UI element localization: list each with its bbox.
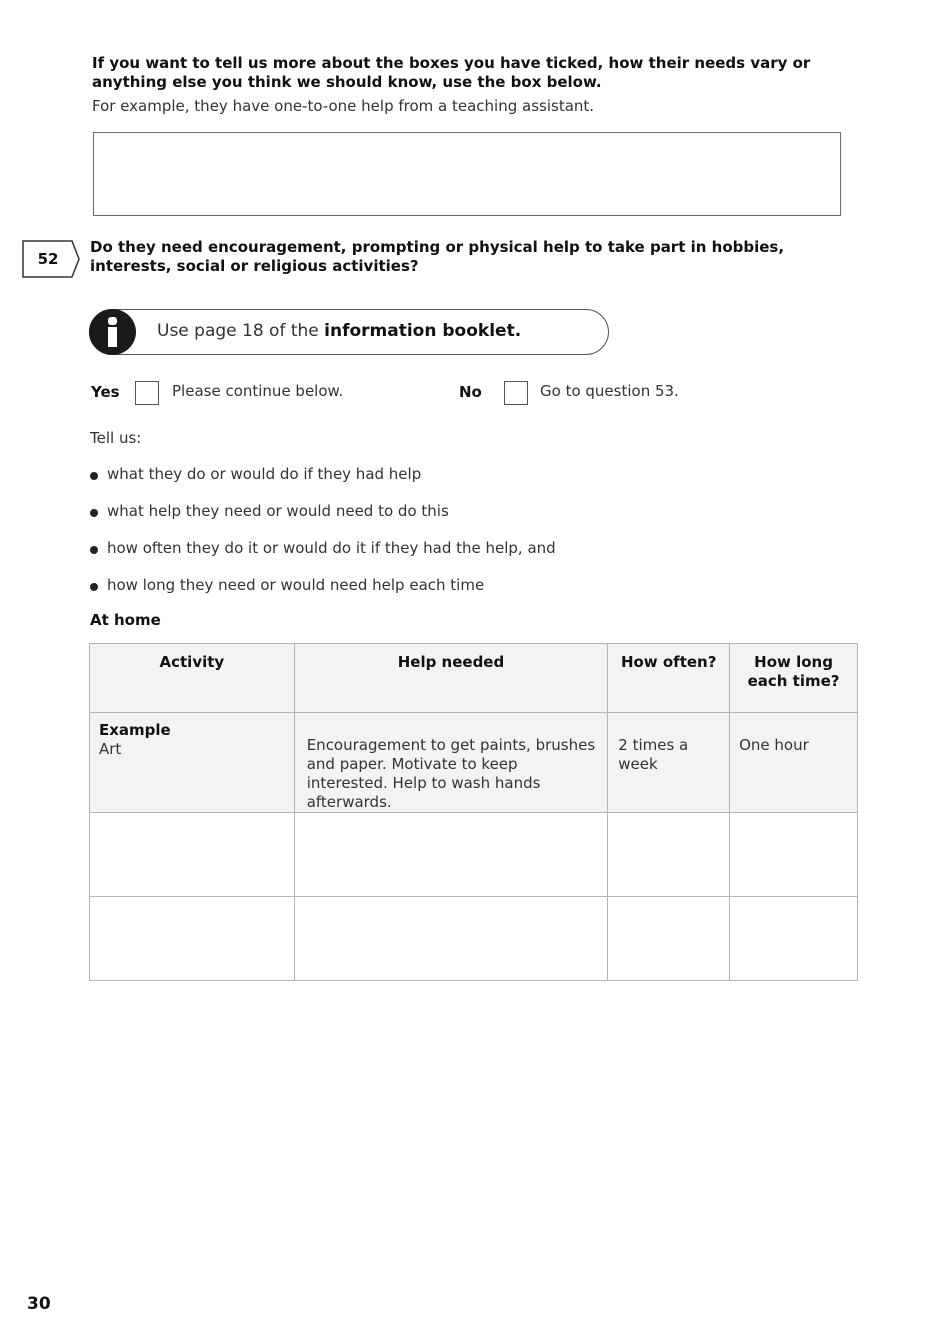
header-help-needed: Help needed <box>294 644 608 713</box>
help-input-cell[interactable] <box>294 897 608 981</box>
long-input-cell[interactable] <box>730 813 858 897</box>
no-hint: Go to question 53. <box>540 382 679 400</box>
more-info-textbox[interactable] <box>93 132 841 216</box>
question-number-badge <box>22 240 80 278</box>
activities-table <box>89 643 858 981</box>
intro-example: For example, they have one-to-one help from a teaching assistant. <box>92 97 595 115</box>
help-input-cell[interactable] <box>294 813 608 897</box>
long-input-cell[interactable] <box>730 897 858 981</box>
intro-heading: If you want to tell us more about the boxes you have ticked, how their needs vary or anything else you think we should know, use the box below. <box>92 54 811 91</box>
activity-input-cell[interactable] <box>90 813 295 897</box>
info-text <box>157 321 521 341</box>
no-label: No <box>459 383 482 401</box>
yes-label: Yes <box>91 383 120 401</box>
list-item-text: how often they do it or would do it if they had the help, and <box>107 539 556 557</box>
tell-us-list <box>90 465 556 613</box>
list-item <box>90 539 556 576</box>
at-home-label: At home <box>90 611 161 629</box>
list-item-text: how long they need or would need help each time <box>107 576 485 594</box>
info-note <box>89 309 609 355</box>
info-text-prefix: Use page 18 of the <box>157 321 325 341</box>
bullet-icon <box>90 509 98 517</box>
list-item <box>90 502 556 539</box>
table-row <box>90 897 858 981</box>
tell-us-label: Tell us: <box>90 429 142 447</box>
header-how-long: How long each time? <box>730 644 858 713</box>
example-long: One hour <box>730 713 858 813</box>
yes-checkbox[interactable] <box>135 381 159 405</box>
often-input-cell[interactable] <box>608 897 730 981</box>
bullet-icon <box>90 583 98 591</box>
question-text: Do they need encouragement, prompting or physical help to take part in hobbies, interests, social or religious activities? <box>90 238 785 275</box>
example-row <box>90 713 858 813</box>
bullet-icon <box>90 472 98 480</box>
example-activity-cell <box>90 713 295 813</box>
list-item-text: what help they need or would need to do this <box>107 502 449 520</box>
example-activity: Art <box>99 740 122 758</box>
info-text-bold: information booklet. <box>324 321 522 341</box>
example-often: 2 times a week <box>608 713 730 813</box>
page-number: 30 <box>27 1294 51 1314</box>
example-help: Encouragement to get paints, brushes and paper. Motivate to keep interested. Help to wash hands afterwards. <box>294 713 608 813</box>
yes-hint: Please continue below. <box>172 382 344 400</box>
header-how-often: How often? <box>608 644 730 713</box>
header-activity: Activity <box>90 644 295 713</box>
list-item <box>90 576 556 613</box>
example-label: Example <box>99 721 171 739</box>
list-item <box>90 465 556 502</box>
table-row <box>90 813 858 897</box>
info-icon <box>89 309 136 355</box>
no-checkbox[interactable] <box>504 381 528 405</box>
bullet-icon <box>90 546 98 554</box>
activity-input-cell[interactable] <box>90 897 295 981</box>
often-input-cell[interactable] <box>608 813 730 897</box>
list-item-text: what they do or would do if they had help <box>107 465 422 483</box>
question-number: 52 <box>37 250 59 268</box>
